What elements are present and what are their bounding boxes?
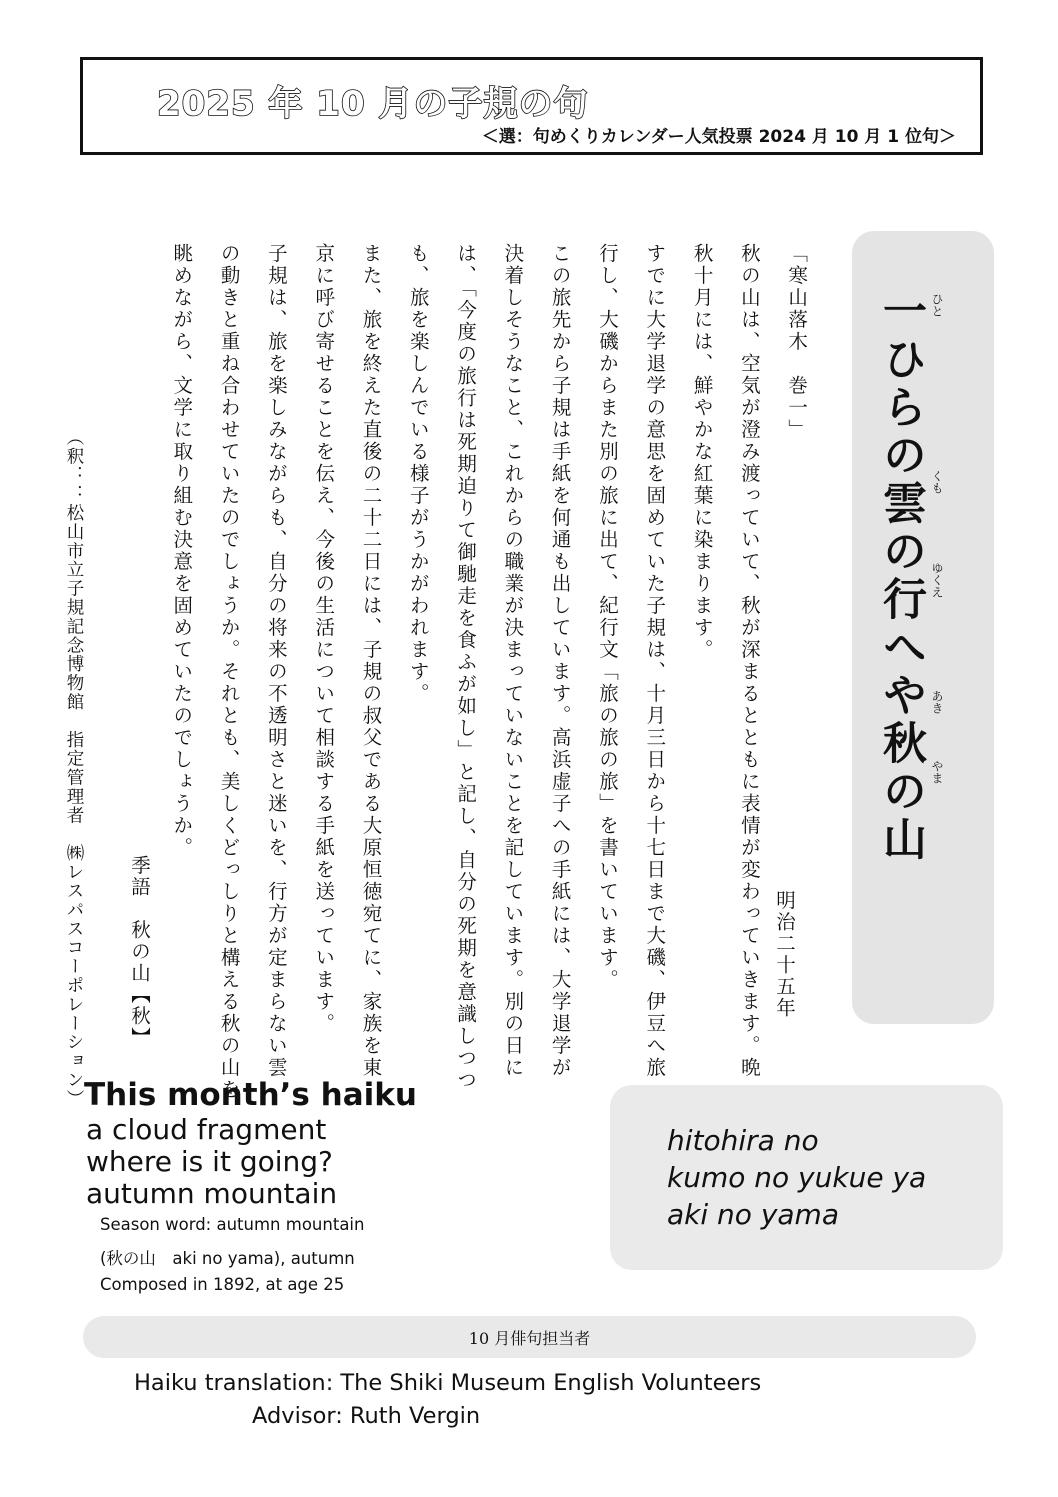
translation-credit: Haiku translation: The Shiki Museum English Volunteers [134, 1370, 762, 1396]
commentary-line: は、「今度の旅行は死期迫りて御馳走を食ふが如し」と記し、自分の死期を意識しつつ [454, 243, 478, 1092]
commentary-source: 「寒山落木 巻一」 [785, 243, 809, 441]
commentary-line: 秋十月には、鮮やかな紅葉に染まります。 [690, 243, 714, 661]
haiku-text: 一ひらの雲の行へや秋の山 [875, 288, 926, 864]
commentary-line: 京に呼び寄せることを伝え、今後の生活について相談する手紙を送っています。 [312, 243, 336, 1035]
english-line: autumn mountain [86, 1177, 338, 1210]
furigana-yama: やま [930, 760, 944, 784]
commentary-line: 秋の山は、空気が澄み渡っていて、秋が深まるとともに表情が変わっていきます。晩 [737, 243, 761, 1079]
commentary-line: また、旅を終えた直後の二十二日には、子規の叔父である大原恒徳宛てに、家族を東 [359, 243, 383, 1079]
commentary-line: この旅先から子規は手紙を何通も出しています。高浜虚子への手紙には、大学退学が [548, 243, 572, 1079]
furigana-yukue: ゆくえ [930, 562, 944, 598]
english-note: (秋の山 aki no yama), autumn [100, 1249, 355, 1268]
commentary-line: 子規は、旅を楽しみながらも、自分の将来の不透明さと迷いを、行方が定まらない雲 [264, 243, 288, 1079]
commentary-credit: （釈：：松山市立子規記念博物館 指定管理者 ㈱レスパスコーポレーション） [64, 428, 84, 1109]
furigana-kumo: くも [930, 470, 944, 494]
romaji-line: kumo no yukue ya [667, 1161, 927, 1194]
english-line: a cloud fragment [86, 1113, 327, 1146]
season-word: 季語 秋の山【秋】 [128, 855, 151, 1049]
romaji-line: aki no yama [667, 1198, 839, 1231]
commentary-line: の動きと重ね合わせていたのでしょうか。それとも、美しくどっしりと構える秋の山を [217, 243, 241, 1101]
english-heading: This month’s haiku [84, 1077, 417, 1113]
commentary-line: 行し、大磯からまた別の旅に出て、紀行文「旅の旅の旅」を書いています。 [595, 243, 619, 991]
page-title: 2025 年 10 月の子規の句 [157, 84, 589, 124]
page-subtitle: ＜選：句めくりカレンダー人気投票 2024 月 10 月 1 位句＞ [481, 127, 956, 147]
footer-bar-label: 10 月俳句担当者 [468, 1329, 591, 1348]
footer-bar [83, 1316, 976, 1358]
header-box [80, 57, 983, 155]
commentary-line: も、旅を楽しんでいる様子がうかがわれます。 [406, 243, 430, 705]
commentary-line: 決着しそうなこと、これからの職業が決まっていないことを記しています。別の日に [501, 243, 525, 1079]
romaji-line: hitohira no [667, 1124, 819, 1157]
composition-date: 明治二十五年 [773, 890, 796, 1019]
commentary-line: 眺めながら、文学に取り組む決意を固めていたのでしょうか。 [170, 243, 194, 859]
english-line: where is it going? [86, 1145, 333, 1178]
english-note: Season word: autumn mountain [100, 1215, 365, 1234]
furigana-aki: あき [930, 690, 944, 714]
advisor-credit: Advisor: Ruth Vergin [252, 1403, 481, 1429]
furigana-hito: ひと [930, 293, 944, 317]
english-note: Composed in 1892, at age 25 [100, 1275, 345, 1294]
commentary-line: すでに大学退学の意思を固めていた子規は、十月三日から十七日まで大磯、伊豆へ旅 [643, 243, 667, 1079]
